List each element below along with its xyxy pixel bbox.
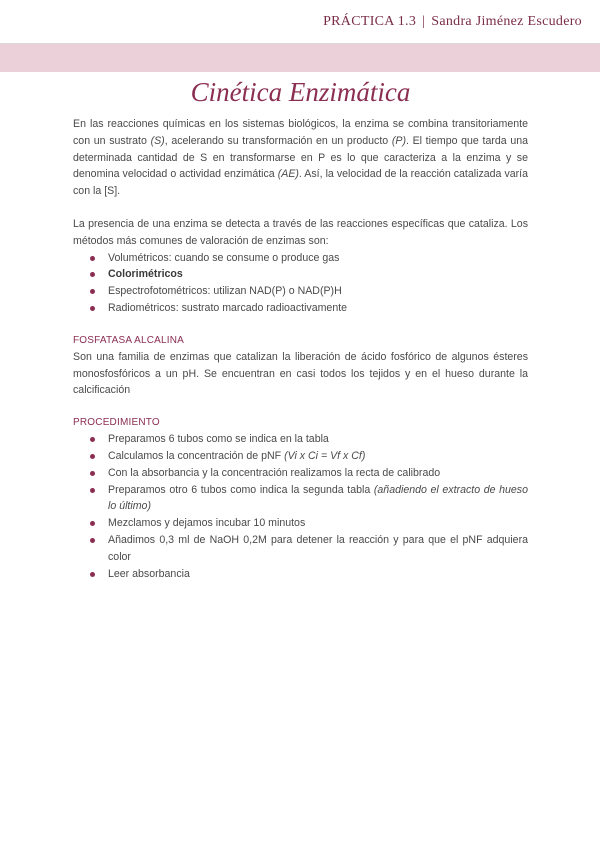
- step-6: Añadimos 0,3 ml de NaOH 0,2M para detener la reacción y para que el pNF adquiera color: [108, 533, 528, 563]
- step-1: Preparamos 6 tubos como se indica en la tabla: [108, 433, 329, 446]
- bullet-icon: [90, 572, 95, 577]
- page-header: [0, 0, 600, 44]
- method-volumetric: Volumétricos: cuando se consume o produce gas: [108, 251, 340, 264]
- method-spectrophotometric: Espectrofotométricos: utilizan NAD(P) o NAD(P)H: [108, 285, 342, 298]
- step-4-note: (añadiendo el extracto de hueso lo último): [108, 483, 529, 513]
- fosfatasa-paragraph: Son una familia de enzimas que catalizan la liberación de ácido fosfórico de algunos ésteres monosfosfóricos a un pH. Se encuentran en casi todos los tejidos y en el hueso durante la calcificación: [73, 350, 528, 397]
- intro-substrate: (S): [150, 134, 165, 147]
- bullet-icon: [90, 437, 95, 442]
- bullet-icon: [90, 471, 95, 476]
- spacer: [73, 200, 528, 216]
- bullet-icon: [90, 488, 95, 493]
- bullet-icon: [90, 289, 95, 294]
- list-item: [73, 482, 528, 516]
- step-5: Mezclamos y dejamos incubar 10 minutos: [108, 517, 306, 530]
- list-item: [73, 300, 528, 317]
- intro-product: (P): [391, 134, 406, 147]
- list-item: [73, 266, 528, 283]
- practice-label: PRÁCTICA 1.3: [323, 13, 417, 29]
- intro-text-3: . El tiempo que tarda una determinada cantidad de S en transformarse en P es lo que caracteriza a la enzima y se denomina velocidad o actividad enzimática: [73, 134, 528, 181]
- procedure-list: [73, 431, 528, 582]
- bullet-icon: [90, 256, 95, 261]
- bullet-icon: [90, 521, 95, 526]
- bullet-icon: [90, 454, 95, 459]
- page-title: Cinética Enzimática: [190, 77, 411, 107]
- list-item: [73, 465, 528, 482]
- section-heading-procedimiento: PROCEDIMIENTO: [73, 417, 160, 429]
- step-2-text: Calculamos la concentración de pNF: [108, 449, 285, 462]
- intro-text-1: En las reacciones químicas en los sistemas biológicos, la enzima se combina transitoriamente con un sustrato: [73, 118, 528, 147]
- header-separator: |: [422, 13, 426, 29]
- header-band: [0, 44, 600, 72]
- bullet-icon: [90, 272, 95, 277]
- header-text: [323, 14, 600, 30]
- step-3: Con la absorbancia y la concentración realizamos la recta de calibrado: [108, 466, 441, 479]
- step-7: Leer absorbancia: [108, 567, 190, 580]
- section-heading-fosfatasa: FOSFATASA ALCALINA: [73, 334, 185, 346]
- intro-text-2: , acelerando su transformación en un producto: [164, 134, 392, 147]
- list-item: [73, 431, 528, 448]
- intro-paragraph: [73, 116, 528, 200]
- list-item: [73, 250, 528, 267]
- list-item: [73, 532, 528, 566]
- intro-ae: (AE): [277, 168, 299, 181]
- intro-text-4: . Así, la velocidad de la reacción catalizada varía con la [S].: [73, 168, 529, 198]
- spacer: [73, 399, 528, 415]
- list-item: [73, 566, 528, 583]
- list-item: [73, 448, 528, 465]
- list-item: [73, 283, 528, 300]
- list-item: [73, 515, 528, 532]
- spacer: [73, 317, 528, 333]
- method-colorimetric: Colorimétricos: [108, 268, 183, 281]
- methods-list: [73, 250, 528, 317]
- methods-paragraph: La presencia de una enzima se detecta a través de las reacciones específicas que cataliza. Los métodos más comunes de valoración de enzimas son:: [73, 217, 528, 247]
- bullet-icon: [90, 306, 95, 311]
- step-2-formula: (Vi x Ci = Vf x Cf): [284, 449, 366, 462]
- bullet-icon: [90, 538, 95, 543]
- method-radiometric: Radiométricos: sustrato marcado radioactivamente: [108, 301, 348, 314]
- author-name: Sandra Jiménez Escudero: [431, 13, 582, 29]
- document-body: [73, 70, 528, 582]
- step-4-text: Preparamos otro 6 tubos como indica la segunda tabla: [108, 483, 374, 496]
